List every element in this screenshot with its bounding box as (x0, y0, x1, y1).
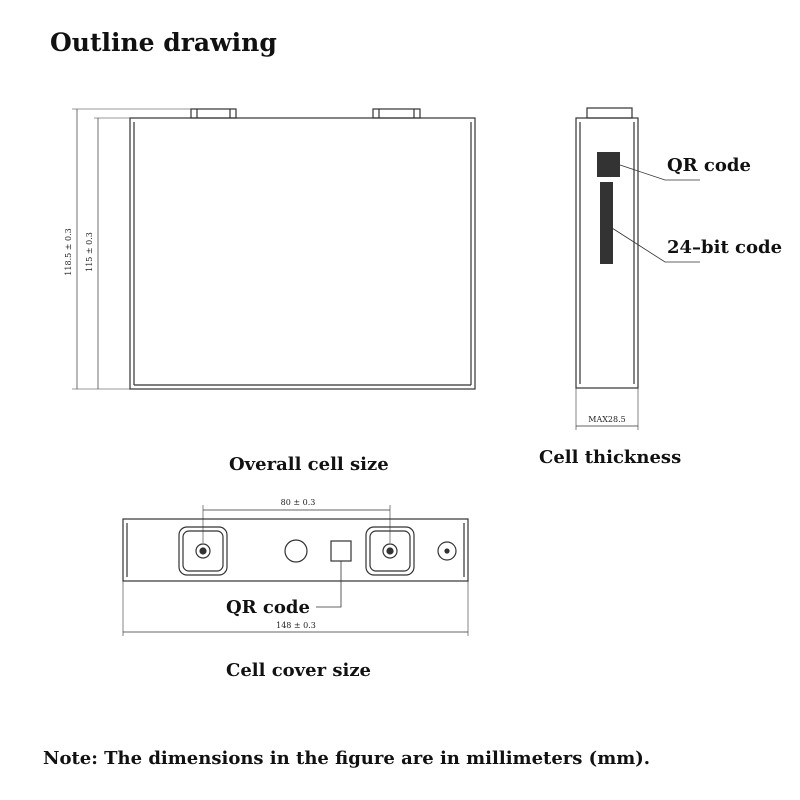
qr-code-mark-side (597, 152, 620, 177)
page-title: Outline drawing (50, 28, 277, 57)
front-cell-body (130, 118, 475, 389)
dim-length: 148 ± 0.3 (276, 621, 316, 630)
qr-code-label-top: QR code (226, 597, 310, 618)
dim-terminal-spacing: 80 ± 0.3 (280, 498, 316, 507)
front-view (72, 109, 475, 389)
side-view-caption: Cell thickness (539, 447, 682, 468)
front-terminal-right (373, 109, 420, 118)
leader-qr-top (316, 561, 341, 607)
units-note: Note: The dimensions in the figure are in millimeters (mm). (43, 748, 651, 769)
vent-circle (285, 540, 307, 562)
dim-thickness: MAX28.5 (588, 415, 626, 424)
qr-code-mark-top (331, 541, 351, 561)
front-view-caption: Overall cell size (229, 454, 389, 475)
front-terminal-left (191, 109, 236, 118)
dim-outer-height: 118.5 ± 0.3 (64, 228, 73, 276)
qr-code-label-side: QR code (667, 155, 751, 176)
bitcode-mark (600, 182, 613, 264)
top-cover-body (123, 519, 468, 581)
dim-inner-height: 115 ± 0.3 (85, 232, 94, 272)
bitcode-label: 24–bit code (667, 237, 783, 258)
top-view-caption: Cell cover size (226, 660, 371, 681)
side-terminal (587, 108, 632, 118)
